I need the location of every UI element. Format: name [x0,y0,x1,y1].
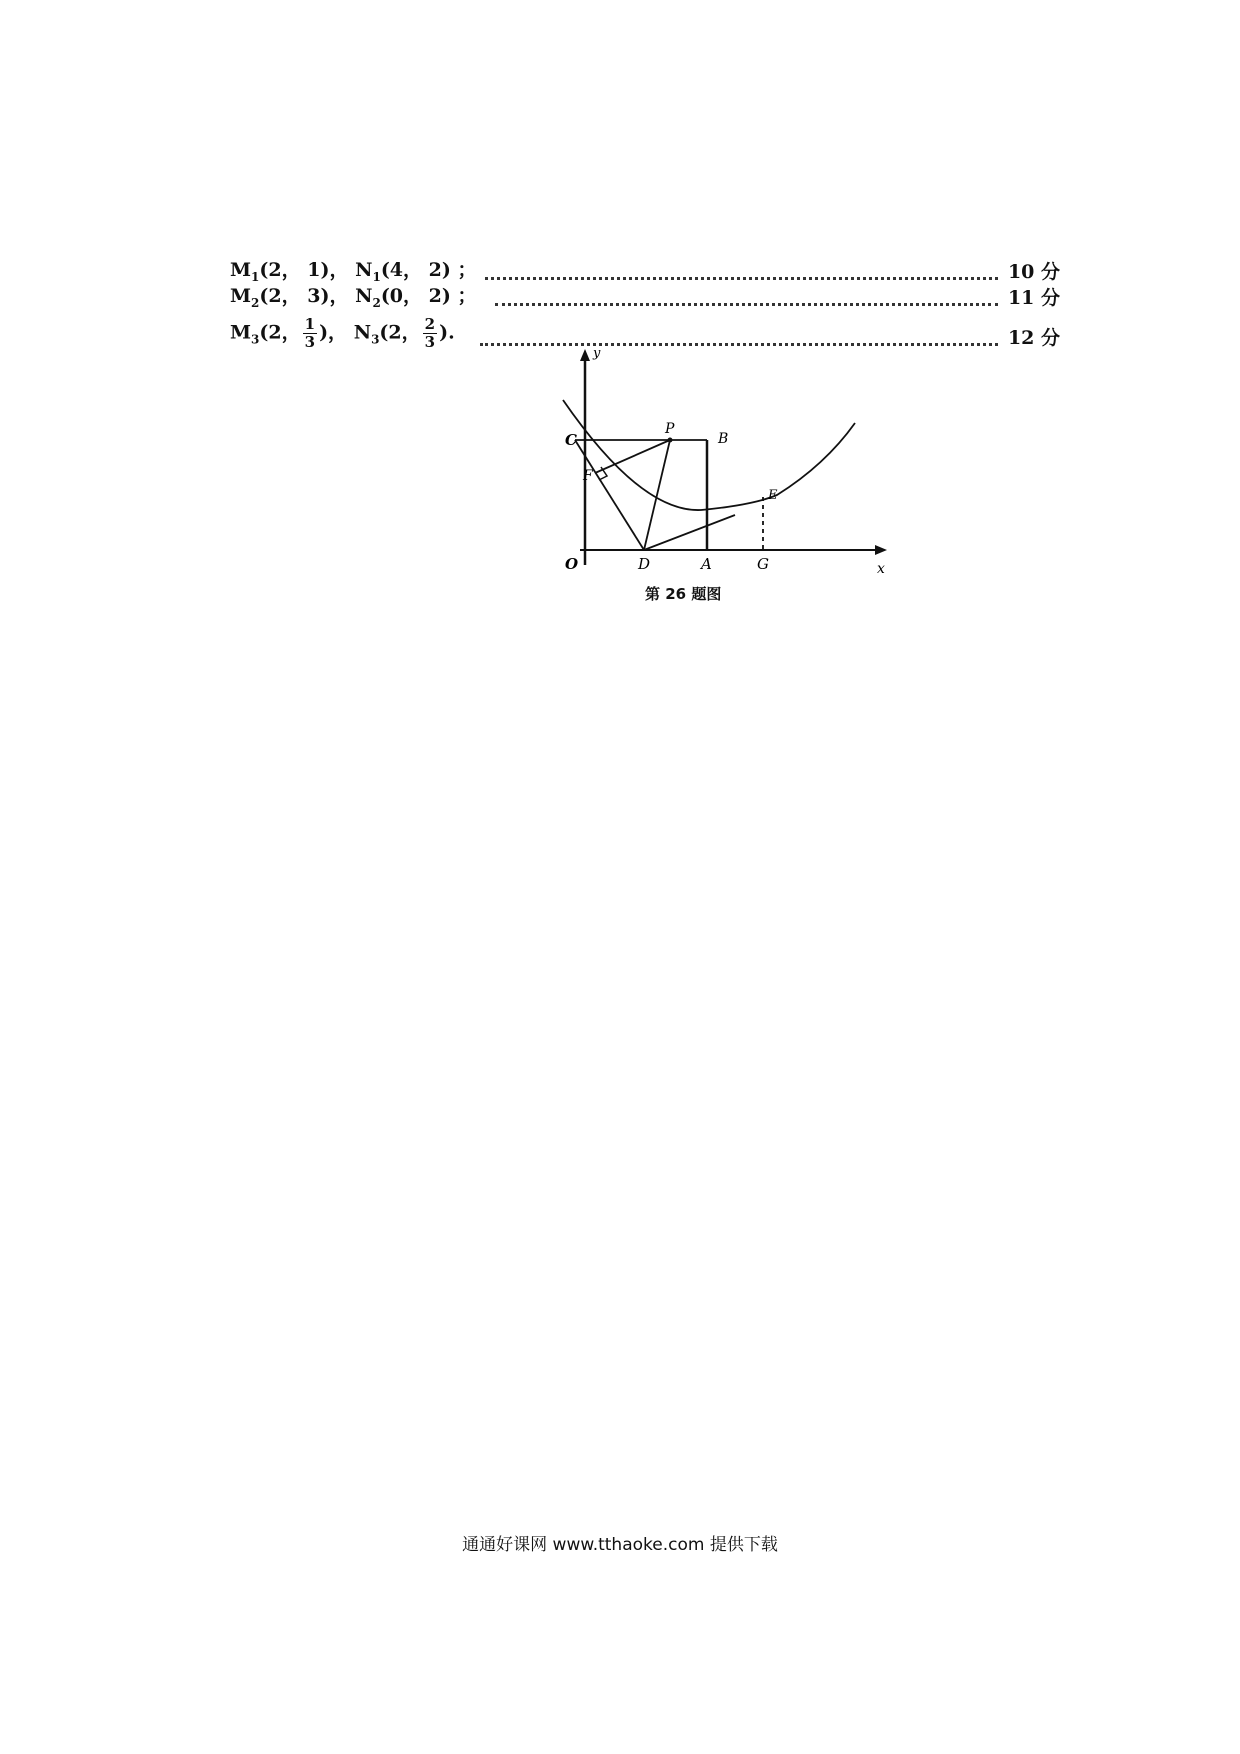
page-footer: 通通好课网 www.tthaoke.com 提供下载 [462,1535,778,1555]
label-d: D [638,555,651,573]
y-axis-arrow [580,349,590,361]
fraction-denominator: 3 [424,333,436,351]
point-label: N [355,285,373,308]
point-subscript: 3 [251,332,260,347]
label-a: A [701,555,712,573]
point-subscript: 1 [372,270,381,284]
point-subscript: 1 [251,270,260,284]
point-subscript: 2 [251,296,260,310]
point-coords: (4， 2) ； [380,259,477,282]
point-coords: )， [319,321,348,344]
point-coords: ). [439,321,455,344]
point-coords: (2， 3)， [259,285,349,308]
label-e: E [768,488,778,503]
point-coords: (0， 2) ； [380,285,477,308]
point-subscript: 2 [372,296,381,310]
fraction-numerator: 2 [424,315,436,333]
segment-de [644,515,735,550]
label-g: G [757,555,769,573]
point-label: N [355,259,373,282]
x-axis-arrow [875,545,887,555]
label-c: C [565,431,577,449]
parabola-curve [563,400,855,510]
fraction-denominator: 3 [304,333,316,351]
point-coords: (2， 1)， [259,259,349,282]
point-p-dot [668,438,673,443]
figure-caption: 第 26 题图 [645,585,722,603]
label-y: y [593,346,601,361]
fraction [303,317,317,350]
label-b: B [718,431,729,447]
point-label: M [230,285,252,308]
point-coords: (2， [379,321,421,344]
fraction [423,317,437,350]
point-label: M [230,321,252,344]
label-o: O [565,555,579,573]
point-coords: (2， [259,321,301,344]
score-label: 11 分 [1007,287,1060,309]
point-label: N [353,321,372,344]
label-f: F [583,468,593,484]
geometry-figure [555,345,895,580]
score-label: 10 分 [1007,261,1060,283]
fraction-numerator: 1 [304,315,316,333]
answer-expression [230,317,455,350]
score-label: 12 分 [1007,327,1060,349]
label-p: P [665,421,675,437]
label-x: x [877,561,885,577]
segment-pd [644,440,670,550]
point-subscript: 3 [371,332,380,347]
point-label: M [230,259,252,282]
